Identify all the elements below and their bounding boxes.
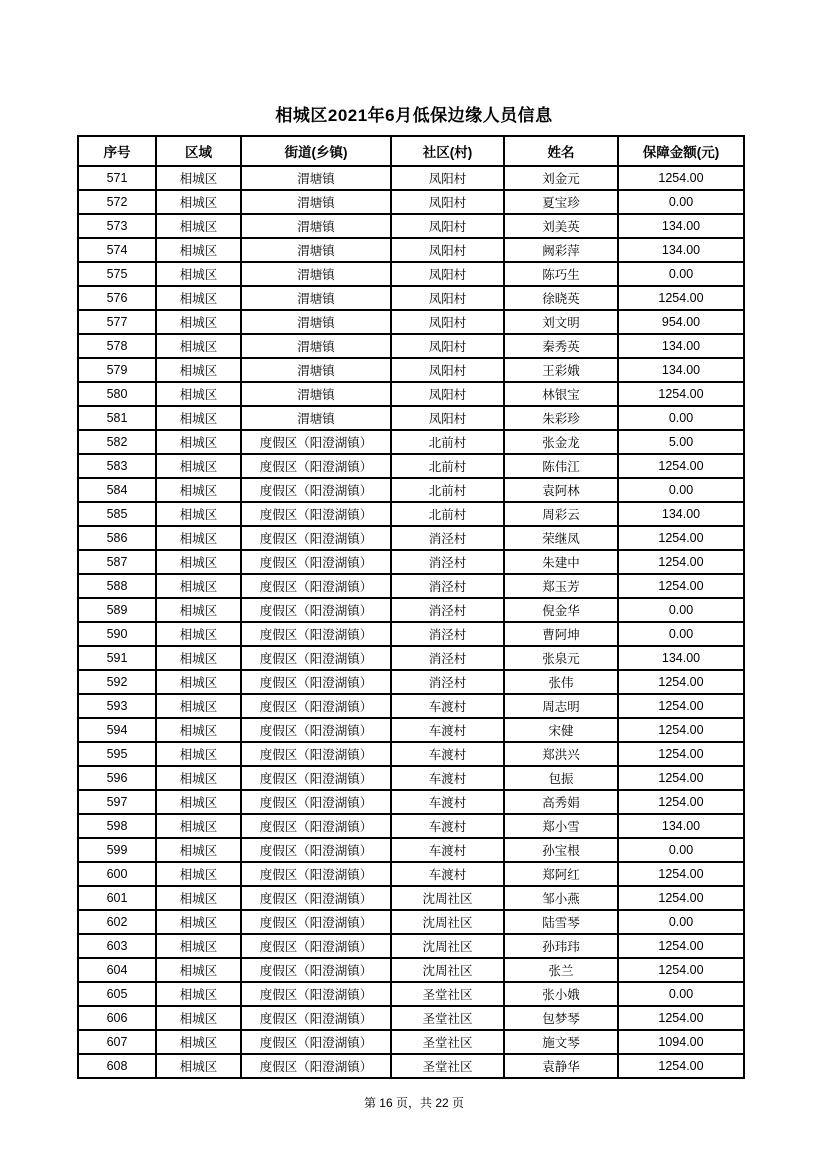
cell-amount: 1254.00 xyxy=(618,718,744,742)
cell-community-village: 凤阳村 xyxy=(391,382,504,406)
cell-community-village: 消泾村 xyxy=(391,526,504,550)
cell-street-township: 渭塘镇 xyxy=(241,262,391,286)
cell-amount: 0.00 xyxy=(618,910,744,934)
cell-street-township: 度假区（阳澄湖镇） xyxy=(241,910,391,934)
cell-street-township: 度假区（阳澄湖镇） xyxy=(241,814,391,838)
cell-community-village: 圣堂社区 xyxy=(391,1054,504,1078)
table-row xyxy=(78,238,744,262)
cell-serial-number: 577 xyxy=(78,310,156,334)
cell-region: 相城区 xyxy=(156,670,241,694)
cell-community-village: 凤阳村 xyxy=(391,334,504,358)
cell-name: 阙彩萍 xyxy=(504,238,618,262)
cell-amount: 1254.00 xyxy=(618,790,744,814)
table-row xyxy=(78,670,744,694)
cell-amount: 134.00 xyxy=(618,814,744,838)
cell-community-village: 凤阳村 xyxy=(391,286,504,310)
cell-region: 相城区 xyxy=(156,262,241,286)
cell-amount: 134.00 xyxy=(618,502,744,526)
cell-amount: 134.00 xyxy=(618,646,744,670)
cell-amount: 134.00 xyxy=(618,334,744,358)
cell-name: 郑洪兴 xyxy=(504,742,618,766)
cell-community-village: 凤阳村 xyxy=(391,310,504,334)
cell-community-village: 消泾村 xyxy=(391,622,504,646)
cell-street-township: 度假区（阳澄湖镇） xyxy=(241,958,391,982)
cell-community-village: 圣堂社区 xyxy=(391,982,504,1006)
cell-amount: 1254.00 xyxy=(618,886,744,910)
cell-region: 相城区 xyxy=(156,718,241,742)
cell-name: 周志明 xyxy=(504,694,618,718)
cell-name: 包梦琴 xyxy=(504,1006,618,1030)
cell-serial-number: 603 xyxy=(78,934,156,958)
cell-community-village: 车渡村 xyxy=(391,694,504,718)
cell-community-village: 圣堂社区 xyxy=(391,1006,504,1030)
cell-community-village: 凤阳村 xyxy=(391,214,504,238)
cell-street-township: 度假区（阳澄湖镇） xyxy=(241,838,391,862)
cell-community-village: 车渡村 xyxy=(391,766,504,790)
cell-amount: 0.00 xyxy=(618,478,744,502)
cell-community-village: 凤阳村 xyxy=(391,166,504,190)
cell-street-township: 度假区（阳澄湖镇） xyxy=(241,694,391,718)
cell-region: 相城区 xyxy=(156,574,241,598)
cell-name: 邹小燕 xyxy=(504,886,618,910)
table-row xyxy=(78,814,744,838)
cell-name: 袁阿林 xyxy=(504,478,618,502)
table-row xyxy=(78,430,744,454)
cell-street-township: 度假区（阳澄湖镇） xyxy=(241,454,391,478)
cell-amount: 0.00 xyxy=(618,598,744,622)
cell-amount: 1254.00 xyxy=(618,766,744,790)
cell-amount: 0.00 xyxy=(618,622,744,646)
cell-region: 相城区 xyxy=(156,766,241,790)
cell-serial-number: 578 xyxy=(78,334,156,358)
cell-name: 刘文明 xyxy=(504,310,618,334)
table-row xyxy=(78,718,744,742)
cell-street-township: 度假区（阳澄湖镇） xyxy=(241,430,391,454)
cell-name: 张金龙 xyxy=(504,430,618,454)
cell-serial-number: 584 xyxy=(78,478,156,502)
cell-region: 相城区 xyxy=(156,862,241,886)
cell-region: 相城区 xyxy=(156,478,241,502)
cell-community-village: 凤阳村 xyxy=(391,262,504,286)
cell-community-village: 车渡村 xyxy=(391,790,504,814)
cell-region: 相城区 xyxy=(156,238,241,262)
cell-community-village: 凤阳村 xyxy=(391,190,504,214)
cell-amount: 1254.00 xyxy=(618,454,744,478)
cell-community-village: 消泾村 xyxy=(391,598,504,622)
cell-serial-number: 588 xyxy=(78,574,156,598)
table-row xyxy=(78,790,744,814)
table-row xyxy=(78,1054,744,1078)
cell-amount: 954.00 xyxy=(618,310,744,334)
cell-street-township: 渭塘镇 xyxy=(241,358,391,382)
cell-street-township: 度假区（阳澄湖镇） xyxy=(241,718,391,742)
cell-name: 朱彩珍 xyxy=(504,406,618,430)
cell-amount: 1254.00 xyxy=(618,166,744,190)
cell-region: 相城区 xyxy=(156,286,241,310)
cell-region: 相城区 xyxy=(156,622,241,646)
cell-name: 陈伟江 xyxy=(504,454,618,478)
cell-name: 朱建中 xyxy=(504,550,618,574)
table-row xyxy=(78,694,744,718)
cell-name: 曹阿坤 xyxy=(504,622,618,646)
table-row xyxy=(78,262,744,286)
cell-street-township: 度假区（阳澄湖镇） xyxy=(241,478,391,502)
page-footer: 第 16 页，共 22 页 xyxy=(363,1096,465,1110)
cell-serial-number: 601 xyxy=(78,886,156,910)
cell-street-township: 度假区（阳澄湖镇） xyxy=(241,982,391,1006)
cell-name: 郑阿红 xyxy=(504,862,618,886)
cell-amount: 1254.00 xyxy=(618,1054,744,1078)
table-row xyxy=(78,1030,744,1054)
cell-community-village: 沈周社区 xyxy=(391,910,504,934)
table-row xyxy=(78,934,744,958)
cell-serial-number: 574 xyxy=(78,238,156,262)
table-row xyxy=(78,982,744,1006)
cell-name: 张兰 xyxy=(504,958,618,982)
cell-amount: 134.00 xyxy=(618,238,744,262)
cell-street-township: 度假区（阳澄湖镇） xyxy=(241,886,391,910)
cell-street-township: 度假区（阳澄湖镇） xyxy=(241,622,391,646)
cell-amount: 1254.00 xyxy=(618,574,744,598)
cell-street-township: 渭塘镇 xyxy=(241,406,391,430)
cell-region: 相城区 xyxy=(156,814,241,838)
page-title: 相城区2021年6月低保边缘人员信息 xyxy=(275,106,553,125)
cell-region: 相城区 xyxy=(156,838,241,862)
cell-name: 刘美英 xyxy=(504,214,618,238)
cell-name: 袁静华 xyxy=(504,1054,618,1078)
cell-serial-number: 599 xyxy=(78,838,156,862)
cell-name: 夏宝珍 xyxy=(504,190,618,214)
table-row xyxy=(78,502,744,526)
cell-amount: 5.00 xyxy=(618,430,744,454)
cell-region: 相城区 xyxy=(156,982,241,1006)
cell-region: 相城区 xyxy=(156,502,241,526)
cell-name: 陆雪琴 xyxy=(504,910,618,934)
cell-community-village: 消泾村 xyxy=(391,646,504,670)
cell-community-village: 沈周社区 xyxy=(391,886,504,910)
cell-name: 林银宝 xyxy=(504,382,618,406)
cell-street-township: 度假区（阳澄湖镇） xyxy=(241,574,391,598)
cell-street-township: 度假区（阳澄湖镇） xyxy=(241,598,391,622)
cell-name: 宋健 xyxy=(504,718,618,742)
cell-amount: 0.00 xyxy=(618,838,744,862)
cell-serial-number: 602 xyxy=(78,910,156,934)
cell-community-village: 车渡村 xyxy=(391,814,504,838)
cell-name: 张泉元 xyxy=(504,646,618,670)
cell-street-township: 度假区（阳澄湖镇） xyxy=(241,670,391,694)
cell-serial-number: 572 xyxy=(78,190,156,214)
cell-serial-number: 576 xyxy=(78,286,156,310)
cell-street-township: 渭塘镇 xyxy=(241,166,391,190)
cell-name: 秦秀英 xyxy=(504,334,618,358)
cell-serial-number: 607 xyxy=(78,1030,156,1054)
cell-region: 相城区 xyxy=(156,190,241,214)
cell-amount: 1094.00 xyxy=(618,1030,744,1054)
cell-name: 王彩娥 xyxy=(504,358,618,382)
table-row xyxy=(78,550,744,574)
cell-amount: 1254.00 xyxy=(618,1006,744,1030)
table-row xyxy=(78,862,744,886)
cell-name: 施文琴 xyxy=(504,1030,618,1054)
cell-serial-number: 593 xyxy=(78,694,156,718)
cell-street-township: 度假区（阳澄湖镇） xyxy=(241,526,391,550)
cell-community-village: 沈周社区 xyxy=(391,934,504,958)
cell-region: 相城区 xyxy=(156,526,241,550)
table-row xyxy=(78,478,744,502)
column-header: 区域 xyxy=(156,136,241,166)
cell-street-township: 度假区（阳澄湖镇） xyxy=(241,502,391,526)
table-row xyxy=(78,910,744,934)
table-row xyxy=(78,190,744,214)
cell-serial-number: 604 xyxy=(78,958,156,982)
cell-amount: 0.00 xyxy=(618,406,744,430)
cell-street-township: 渭塘镇 xyxy=(241,286,391,310)
benefits-table xyxy=(77,135,745,1079)
table-row xyxy=(78,310,744,334)
cell-name: 张小娥 xyxy=(504,982,618,1006)
cell-region: 相城区 xyxy=(156,742,241,766)
cell-street-township: 度假区（阳澄湖镇） xyxy=(241,790,391,814)
cell-name: 陈巧生 xyxy=(504,262,618,286)
cell-region: 相城区 xyxy=(156,646,241,670)
cell-region: 相城区 xyxy=(156,358,241,382)
cell-amount: 1254.00 xyxy=(618,526,744,550)
cell-region: 相城区 xyxy=(156,598,241,622)
cell-region: 相城区 xyxy=(156,1030,241,1054)
cell-region: 相城区 xyxy=(156,430,241,454)
table-row xyxy=(78,766,744,790)
table-row xyxy=(78,646,744,670)
cell-region: 相城区 xyxy=(156,382,241,406)
table-row xyxy=(78,574,744,598)
cell-street-township: 度假区（阳澄湖镇） xyxy=(241,550,391,574)
cell-community-village: 消泾村 xyxy=(391,670,504,694)
table-row xyxy=(78,886,744,910)
cell-community-village: 车渡村 xyxy=(391,742,504,766)
cell-community-village: 圣堂社区 xyxy=(391,1030,504,1054)
table-row xyxy=(78,598,744,622)
cell-amount: 1254.00 xyxy=(618,550,744,574)
cell-street-township: 度假区（阳澄湖镇） xyxy=(241,1054,391,1078)
cell-community-village: 消泾村 xyxy=(391,550,504,574)
cell-community-village: 北前村 xyxy=(391,502,504,526)
cell-community-village: 北前村 xyxy=(391,430,504,454)
table-row xyxy=(78,454,744,478)
cell-street-township: 度假区（阳澄湖镇） xyxy=(241,1030,391,1054)
cell-name: 荣继凤 xyxy=(504,526,618,550)
column-header: 保障金额(元) xyxy=(618,136,744,166)
cell-serial-number: 571 xyxy=(78,166,156,190)
cell-street-township: 度假区（阳澄湖镇） xyxy=(241,646,391,670)
table-row xyxy=(78,214,744,238)
cell-serial-number: 597 xyxy=(78,790,156,814)
cell-street-township: 渭塘镇 xyxy=(241,334,391,358)
cell-serial-number: 573 xyxy=(78,214,156,238)
table-row xyxy=(78,406,744,430)
cell-region: 相城区 xyxy=(156,1054,241,1078)
cell-community-village: 北前村 xyxy=(391,454,504,478)
table-row xyxy=(78,166,744,190)
column-header: 姓名 xyxy=(504,136,618,166)
cell-region: 相城区 xyxy=(156,214,241,238)
cell-name: 高秀娟 xyxy=(504,790,618,814)
cell-serial-number: 582 xyxy=(78,430,156,454)
table-row xyxy=(78,838,744,862)
cell-name: 孙宝根 xyxy=(504,838,618,862)
cell-amount: 1254.00 xyxy=(618,694,744,718)
cell-serial-number: 594 xyxy=(78,718,156,742)
cell-serial-number: 592 xyxy=(78,670,156,694)
cell-community-village: 车渡村 xyxy=(391,718,504,742)
cell-serial-number: 585 xyxy=(78,502,156,526)
cell-community-village: 北前村 xyxy=(391,478,504,502)
cell-region: 相城区 xyxy=(156,910,241,934)
cell-region: 相城区 xyxy=(156,334,241,358)
cell-region: 相城区 xyxy=(156,934,241,958)
cell-street-township: 度假区（阳澄湖镇） xyxy=(241,1006,391,1030)
table-row xyxy=(78,286,744,310)
cell-serial-number: 579 xyxy=(78,358,156,382)
cell-serial-number: 596 xyxy=(78,766,156,790)
cell-serial-number: 605 xyxy=(78,982,156,1006)
cell-serial-number: 589 xyxy=(78,598,156,622)
cell-community-village: 消泾村 xyxy=(391,574,504,598)
cell-name: 刘金元 xyxy=(504,166,618,190)
cell-name: 张伟 xyxy=(504,670,618,694)
cell-street-township: 渭塘镇 xyxy=(241,238,391,262)
cell-community-village: 车渡村 xyxy=(391,862,504,886)
cell-region: 相城区 xyxy=(156,310,241,334)
cell-serial-number: 595 xyxy=(78,742,156,766)
cell-name: 孙玮玮 xyxy=(504,934,618,958)
cell-street-township: 渭塘镇 xyxy=(241,190,391,214)
column-header: 序号 xyxy=(78,136,156,166)
table-row xyxy=(78,622,744,646)
cell-name: 郑小雪 xyxy=(504,814,618,838)
cell-community-village: 凤阳村 xyxy=(391,358,504,382)
cell-region: 相城区 xyxy=(156,406,241,430)
table-row xyxy=(78,742,744,766)
cell-serial-number: 598 xyxy=(78,814,156,838)
cell-name: 郑玉芳 xyxy=(504,574,618,598)
cell-region: 相城区 xyxy=(156,886,241,910)
table-row xyxy=(78,958,744,982)
cell-amount: 0.00 xyxy=(618,190,744,214)
cell-amount: 1254.00 xyxy=(618,670,744,694)
cell-name: 倪金华 xyxy=(504,598,618,622)
cell-serial-number: 583 xyxy=(78,454,156,478)
cell-serial-number: 600 xyxy=(78,862,156,886)
cell-street-township: 渭塘镇 xyxy=(241,310,391,334)
cell-community-village: 车渡村 xyxy=(391,838,504,862)
table-row xyxy=(78,358,744,382)
cell-amount: 134.00 xyxy=(618,358,744,382)
cell-amount: 1254.00 xyxy=(618,742,744,766)
cell-serial-number: 581 xyxy=(78,406,156,430)
table-row xyxy=(78,334,744,358)
cell-region: 相城区 xyxy=(156,958,241,982)
cell-serial-number: 606 xyxy=(78,1006,156,1030)
cell-serial-number: 580 xyxy=(78,382,156,406)
cell-street-township: 度假区（阳澄湖镇） xyxy=(241,766,391,790)
cell-serial-number: 608 xyxy=(78,1054,156,1078)
cell-street-township: 度假区（阳澄湖镇） xyxy=(241,934,391,958)
table-header-row xyxy=(78,136,744,166)
cell-amount: 1254.00 xyxy=(618,862,744,886)
cell-region: 相城区 xyxy=(156,694,241,718)
cell-street-township: 度假区（阳澄湖镇） xyxy=(241,862,391,886)
column-header: 社区(村) xyxy=(391,136,504,166)
cell-street-township: 度假区（阳澄湖镇） xyxy=(241,742,391,766)
cell-amount: 1254.00 xyxy=(618,382,744,406)
cell-amount: 0.00 xyxy=(618,262,744,286)
cell-street-township: 渭塘镇 xyxy=(241,214,391,238)
cell-community-village: 凤阳村 xyxy=(391,238,504,262)
cell-amount: 0.00 xyxy=(618,982,744,1006)
cell-serial-number: 590 xyxy=(78,622,156,646)
cell-community-village: 沈周社区 xyxy=(391,958,504,982)
table-row xyxy=(78,526,744,550)
cell-region: 相城区 xyxy=(156,454,241,478)
cell-name: 徐晓英 xyxy=(504,286,618,310)
table-row xyxy=(78,382,744,406)
cell-amount: 1254.00 xyxy=(618,958,744,982)
cell-serial-number: 591 xyxy=(78,646,156,670)
cell-community-village: 凤阳村 xyxy=(391,406,504,430)
cell-amount: 1254.00 xyxy=(618,286,744,310)
cell-serial-number: 575 xyxy=(78,262,156,286)
column-header: 街道(乡镇) xyxy=(241,136,391,166)
cell-serial-number: 586 xyxy=(78,526,156,550)
cell-amount: 1254.00 xyxy=(618,934,744,958)
cell-region: 相城区 xyxy=(156,790,241,814)
cell-region: 相城区 xyxy=(156,550,241,574)
cell-serial-number: 587 xyxy=(78,550,156,574)
cell-region: 相城区 xyxy=(156,1006,241,1030)
table-row xyxy=(78,1006,744,1030)
cell-amount: 134.00 xyxy=(618,214,744,238)
cell-name: 包振 xyxy=(504,766,618,790)
cell-region: 相城区 xyxy=(156,166,241,190)
cell-name: 周彩云 xyxy=(504,502,618,526)
cell-street-township: 渭塘镇 xyxy=(241,382,391,406)
